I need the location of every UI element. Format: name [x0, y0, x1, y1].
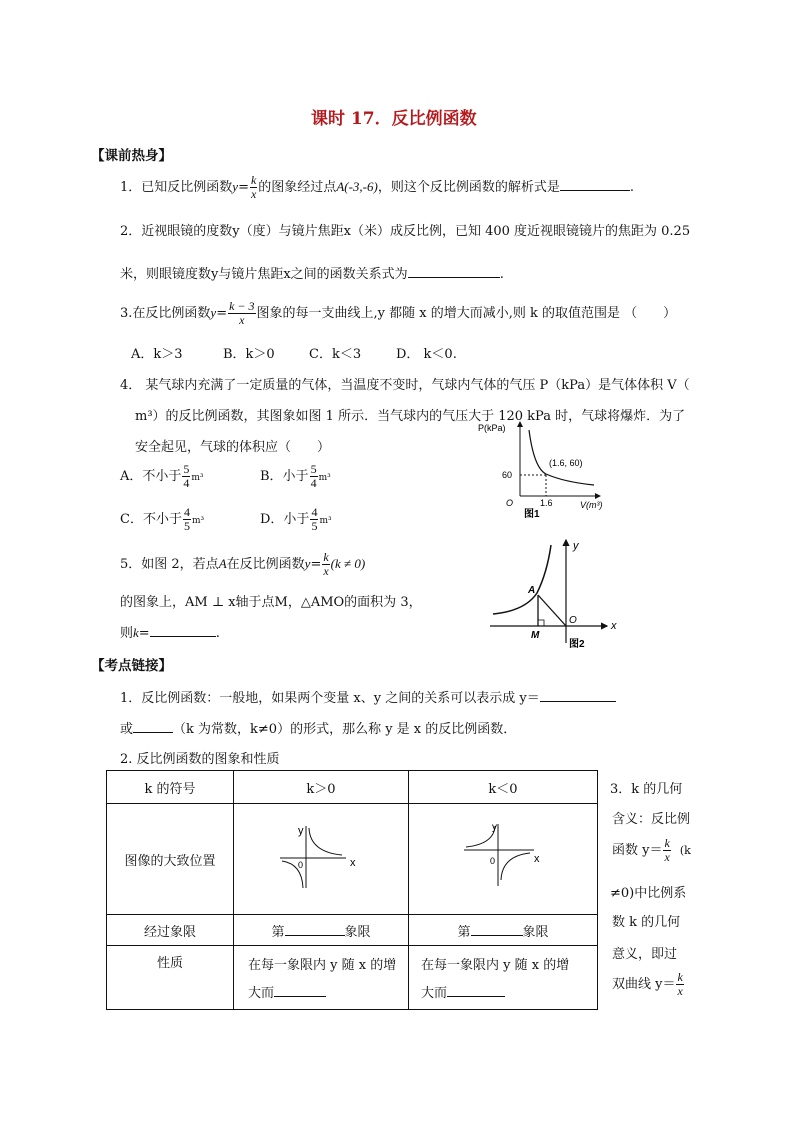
- figure-2-graph: [485, 535, 625, 650]
- branch-q2: [466, 826, 495, 847]
- header-k-sign: k 的符号: [107, 771, 234, 804]
- fraction: $\frac{k}{x}$: [323, 550, 329, 578]
- geometric-meaning-line-5: 数 k 的几何: [612, 915, 681, 930]
- answer-blank[interactable]: [471, 923, 523, 936]
- question-2-line-1: 2．近视眼镜的度数y（度）与镜片焦距x（米）成反比例，已知 400 度近视眼镜镜片的焦距为 0.25: [120, 224, 691, 239]
- fig1-xlabel: V(m³): [580, 500, 603, 510]
- geometric-meaning-line-1: 3．k 的几何: [610, 782, 683, 797]
- property-cell-k-positive: 在每一象限内 y 随 x 的增 大而: [234, 946, 409, 1010]
- fraction: $\frac{5}{4}$: [183, 462, 190, 490]
- fig1-tick-y: 60: [502, 470, 513, 480]
- definition-line-1: 1．反比例函数：一般地，如果两个变量 x、y 之间的关系可以表示成 y＝: [120, 687, 616, 706]
- header-k-negative: k＜0: [409, 771, 598, 804]
- question-4-line-3: 安全起见，气球的体积应（ ）: [135, 440, 331, 455]
- fig1-origin: O: [506, 498, 514, 508]
- fig2-caption: 图2: [569, 639, 585, 650]
- graph-cell-k-negative: [409, 804, 598, 915]
- branch-q4: [501, 853, 530, 880]
- figure-1-graph: [476, 418, 616, 523]
- row-label-quadrants: 经过象限: [107, 915, 234, 946]
- fig1-caption: 图1: [524, 509, 540, 520]
- fig2-a: A: [528, 585, 536, 596]
- question-5-line-1: 5．如图 2，若点A在反比例函数y= $\frac{k}{x}$ (k ≠ 0): [120, 550, 366, 578]
- answer-blank[interactable]: [150, 624, 216, 637]
- geometric-meaning-line-3: 函数 y＝ $\frac{k}{x}$ (k: [612, 836, 691, 864]
- fraction: $\frac{k}{x}$: [664, 836, 670, 864]
- option-c[interactable]: C．k＜3: [309, 347, 362, 362]
- graph-x-label: x: [534, 853, 540, 865]
- answer-blank[interactable]: [274, 984, 326, 997]
- branch-q1: [309, 828, 342, 855]
- answer-blank[interactable]: [540, 689, 616, 702]
- header-k-positive: k＞0: [234, 771, 409, 804]
- answer-blank[interactable]: [560, 178, 630, 191]
- segment-ao: [538, 595, 566, 626]
- answer-blank[interactable]: [133, 720, 173, 733]
- quadrant-cell-k-negative: 第 象限: [409, 915, 598, 946]
- section-heading-warmup: 【课前热身】: [91, 148, 172, 164]
- option-d[interactable]: D． k＜0.: [396, 347, 457, 362]
- fraction: $\frac{k}{x}$: [677, 970, 683, 998]
- fraction: $\frac{4}{5}$: [311, 505, 318, 533]
- option-b[interactable]: B．k＞0: [223, 347, 275, 362]
- row-label-property: 性质: [107, 946, 234, 1010]
- properties-table: [106, 770, 598, 1010]
- fraction: $\frac{5}{4}$: [310, 462, 317, 490]
- hyperbola-branch: [493, 545, 551, 614]
- hyperbola-k-negative: [458, 822, 548, 892]
- fig1-tick-x: 1.6: [540, 498, 553, 508]
- quadrant-cell-k-positive: 第 象限: [234, 915, 409, 946]
- section-heading-links: 【考点链接】: [91, 658, 172, 674]
- fraction: $\frac{k}{x}$: [250, 173, 257, 201]
- definition-line-2: 或 （k 为常数，k≠0）的形式，那么称 y 是 x 的反比例函数．: [120, 722, 517, 737]
- hyperbola-k-positive: [276, 822, 366, 892]
- fig1-point-label: (1.6, 60): [549, 458, 583, 468]
- geometric-meaning-line-4: ≠0)中比例系: [610, 886, 687, 901]
- property-cell-k-negative: 在每一象限内 y 随 x 的增 大而: [409, 946, 598, 1010]
- table-intro: 2. 反比例函数的图象和性质: [120, 752, 280, 767]
- fraction: $\frac{4}{5}$: [183, 505, 190, 533]
- graph-cell-k-positive: [234, 804, 409, 915]
- answer-blank[interactable]: [447, 984, 505, 997]
- geometric-meaning-line-7: 双曲线 y＝ $\frac{k}{x}$: [612, 970, 683, 998]
- fig2-y: y: [573, 540, 579, 552]
- answer-blank[interactable]: [285, 923, 345, 936]
- fig1-ylabel: P(kPa): [478, 423, 506, 433]
- option-c-4[interactable]: C．不小于 $\frac{4}{5}$ m³: [120, 505, 205, 533]
- question-4-line-2: m³）的反比例函数，其图象如图 1 所示．当气球内的气压大于 120 kPa 时，气球将爆炸．为了: [135, 409, 686, 424]
- fig2-m: M: [531, 630, 540, 641]
- fraction: $\frac{k - 3}{x}$: [229, 299, 255, 327]
- row-label-position: 图像的大致位置: [107, 804, 234, 915]
- question-1: 1．已知反比例函数y= $\frac{k}{x}$ 的图象经过点A(-3,-6)，则这个反比例函数的解析式是 .: [120, 173, 634, 201]
- geometric-meaning-line-6: 意义，即过: [612, 947, 678, 962]
- fig2-o: O: [569, 615, 577, 626]
- option-a[interactable]: A．k＞3: [131, 347, 183, 362]
- graph-y-label: y: [298, 825, 304, 837]
- right-angle-mark: [538, 620, 544, 626]
- question-5-line-2: 的图象上，AM ⊥ x轴于点M，△AMO的面积为 3，: [120, 595, 422, 610]
- graph-x-label: x: [350, 857, 356, 869]
- question-4-line-1: 4． 某气球内充满了一定质量的气体，当温度不变时，气球内气体的气压 P（kPa）是气体体积 V（: [120, 378, 690, 393]
- question-5-line-3: 则k= .: [120, 625, 220, 641]
- graph-y-label: y: [492, 822, 497, 833]
- option-a-4[interactable]: A．不小于 $\frac{5}{4}$ m³: [120, 462, 204, 490]
- question-3: 3.在反比例函数y= $\frac{k - 3}{x}$ 图象的每一支曲线上,y 都随 x 的增大而减小,则 k 的取值范围是 （ ）: [120, 299, 677, 327]
- fig2-x: x: [611, 620, 617, 632]
- geometric-meaning-line-2: 含义：反比例: [612, 812, 691, 827]
- graph-origin: 0: [490, 856, 496, 866]
- answer-blank[interactable]: [408, 265, 500, 278]
- page-title: 课时 17．反比例函数: [311, 109, 477, 129]
- question-2-line-2: 米，则眼镜度数y与镜片焦距x之间的函数关系式为 .: [120, 267, 504, 282]
- option-b-4[interactable]: B．小于 $\frac{5}{4}$ m³: [260, 462, 331, 490]
- graph-origin: 0: [298, 860, 304, 870]
- option-d-4[interactable]: D．小于 $\frac{4}{5}$ m³: [260, 505, 332, 533]
